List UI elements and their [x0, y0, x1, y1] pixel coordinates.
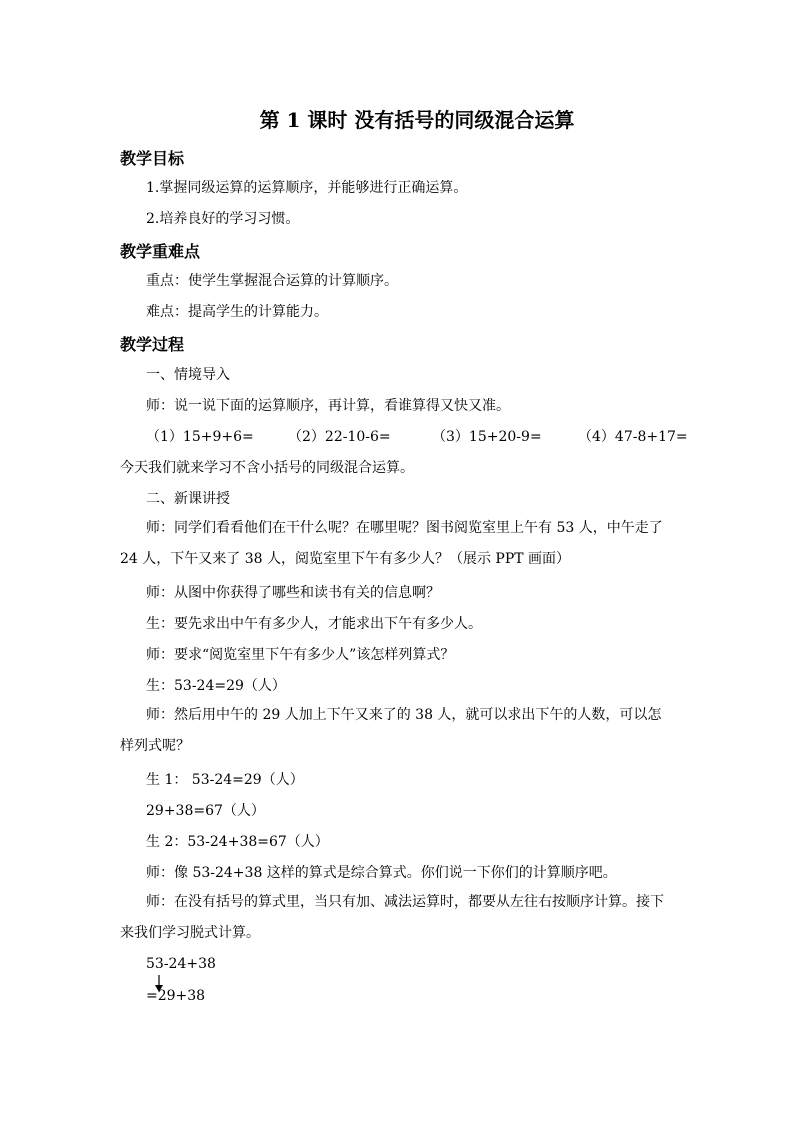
exercise-1: （1）15+9+6= [146, 429, 254, 445]
key-point-focus: 重点：使学生掌握混合运算的计算顺序。 [146, 273, 398, 289]
student-2-answer: 生 2：53-24+38=67（人） [146, 834, 329, 850]
today-topic: 今天我们就来学习不含小括号的同级混合运算。 [120, 460, 414, 476]
teacher-intro: 师：说一说下面的运算顺序，再计算，看谁算得又快又准。 [146, 398, 510, 414]
teacher-rule: 师：在没有括号的算式里，当只有加、减法运算时，都要从左往右按顺序计算。接下来我们学习脱式计算。 [120, 894, 664, 941]
student-answer-formula: 生：53-24=29（人） [146, 678, 286, 694]
step-result: =29+38 [146, 988, 206, 1004]
story-paragraph: 师：同学们看看他们在干什么呢？在哪里呢？图书阅览室里上午有 53 人，中午走了 24 人，下午又来了 38 人，阅览室里下午有多少人？（展示 PPT 画面） [120, 520, 663, 567]
goal-item-1: 1.掌握同级运算的运算顺序，并能够进行正确运算。 [146, 180, 468, 196]
student-answer-info: 生：要先求出中午有多少人，才能求出下午有多少人。 [146, 616, 482, 632]
student-1-line-1: 生 1： 53-24=29（人） [146, 772, 304, 788]
teacher-question-formula: 师：要求“阅览室里下午有多少人”该怎样列算式？ [146, 647, 455, 663]
part1-title: 一、情境导入 [146, 367, 230, 383]
heading-key-points: 教学重难点 [120, 242, 201, 261]
student-1-line-2: 29+38=67（人） [146, 803, 265, 819]
exercise-4: （4）47-8+17= [578, 429, 688, 445]
key-point-difficulty: 难点：提高学生的计算能力。 [146, 304, 328, 320]
heading-process: 教学过程 [120, 335, 185, 354]
teacher-question-info: 师：从图中你获得了哪些和读书有关的信息啊？ [146, 585, 440, 601]
exercise-2: （2）22-10-6= [288, 429, 391, 445]
step-expression: 53-24+38 [146, 956, 216, 972]
goal-item-2: 2.培养良好的学习习惯。 [146, 211, 300, 227]
teacher-combined-formula: 师：像 53-24+38 这样的算式是综合算式。你们说一下你们的计算顺序吧。 [146, 865, 617, 881]
teacher-next-step: 师：然后用中午的 29 人加上下午又来了的 38 人，就可以求出下午的人数，可以怎样列式呢？ [120, 707, 662, 754]
page-title: 第 1 课时 没有括号的同级混合运算 [259, 108, 575, 132]
heading-goals: 教学目标 [120, 149, 185, 168]
exercise-3: （3）15+20-9= [432, 429, 542, 445]
part2-title: 二、新课讲授 [146, 491, 230, 507]
